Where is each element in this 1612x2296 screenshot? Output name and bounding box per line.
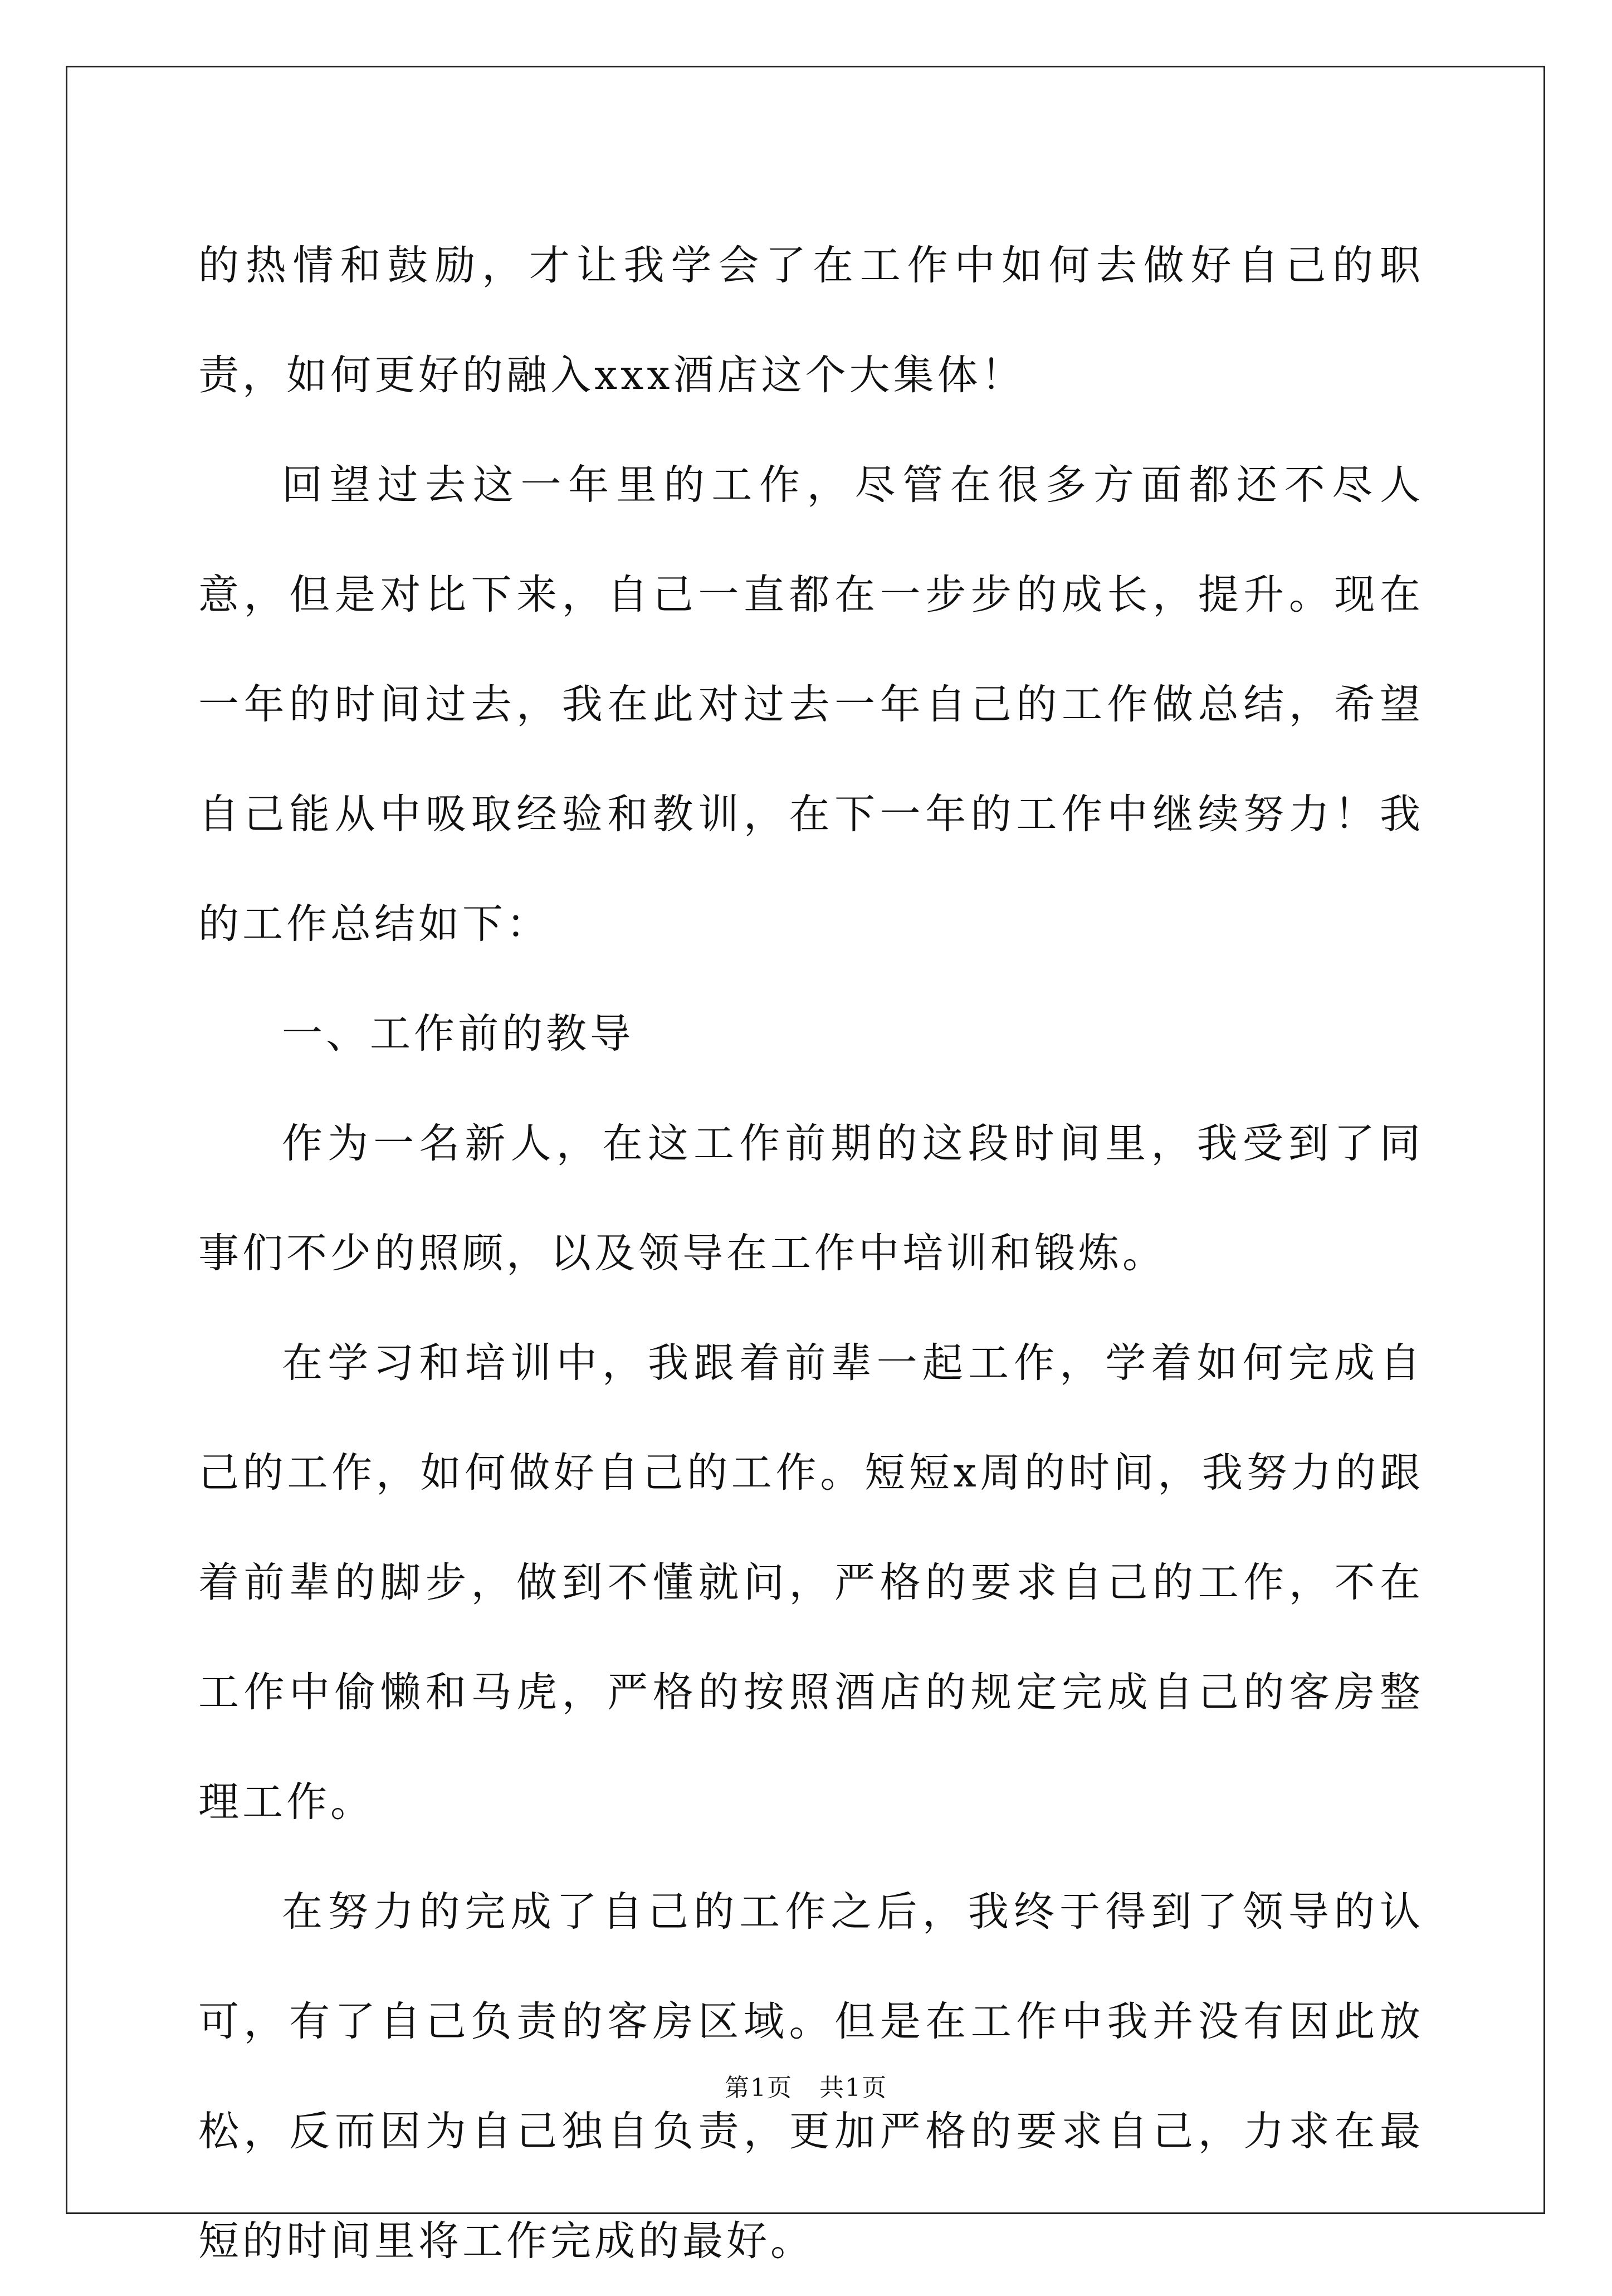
document-body xyxy=(198,211,1424,2296)
paragraph: 的热情和鼓励，才让我学会了在工作中如何去做好自己的职责，如何更好的融入xxx酒店这个大集体！ xyxy=(198,242,1424,399)
paragraph: 作为一名新人，在这工作前期的这段时间里，我受到了同事们不少的照顾，以及领导在工作中培训和锻炼。 xyxy=(198,1120,1424,1277)
section-heading: 一、工作前的教导 xyxy=(282,1010,634,1057)
paragraph: 在努力的完成了自己的工作之后，我终于得到了领导的认可，有了自己负责的客房区域。但是在工作中我并没有因此放松，反而因为自己独自负责，更加严格的要求自己，力求在最短的时间里将工作完成的最好。 xyxy=(198,1888,1424,2265)
page-number-footer: 第1页 共1页 xyxy=(725,2074,887,2102)
paragraph: 在学习和培训中，我跟着前辈一起工作，学着如何完成自己的工作，如何做好自己的工作。短短x周的时间，我努力的跟着前辈的脚步，做到不懂就问，严格的要求自己的工作，不在工作中偷懒和马虎，严格的按照酒店的规定完成自己的客房整理工作。 xyxy=(198,1339,1424,1826)
paragraph: 回望过去这一年里的工作，尽管在很多方面都还不尽人意，但是对比下来，自己一直都在一步步的成长，提升。现在一年的时间过去，我在此对过去一年自己的工作做总结，希望自己能从中吸取经验和教训，在下一年的工作中继续努力！我的工作总结如下： xyxy=(198,461,1424,948)
